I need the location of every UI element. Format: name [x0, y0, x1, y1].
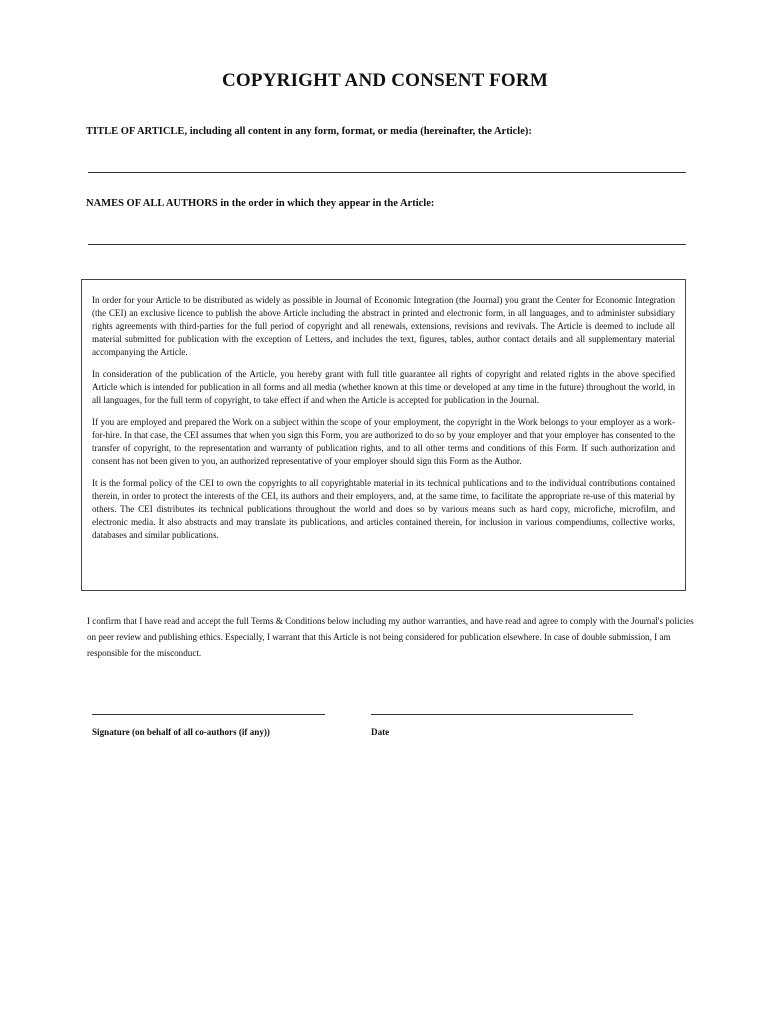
date-label: Date	[371, 727, 390, 737]
authors-label: NAMES OF ALL AUTHORS in the order in which they appear in the Article:	[86, 198, 435, 209]
form-title: COPYRIGHT AND CONSENT FORM	[222, 70, 548, 91]
terms-paragraph-employment: If you are employed and prepared the Work on a subject within the scope of your employment, the copyright in the Work belongs to your employer as a work-for-hire. In that case, the CEI assumes that when you sign this Form, you are authorized to do so by your employer and that your employer has consented to the transfer of copyright, to the representation and warranty of publication rights, and to all other terms and conditions of this Form. If such authorization and consent has not been given to you, an authorized representative of your employer should sign this Form as the Author.	[92, 417, 675, 466]
signature-label: Signature (on behalf of all co-authors (if any))	[92, 727, 270, 737]
article-title-label: TITLE OF ARTICLE, including all content in any form, format, or media (hereinafter, the Article):	[86, 126, 532, 137]
signature-field[interactable]	[92, 714, 325, 715]
terms-paragraph-policy: It is the formal policy of the CEI to own the copyrights to all copyrightable material in its technical publications and to the individual contributions contained therein, in order to protect the interests of the CEI, its authors and their employers, and, at the same time, to facilitate the appropriate re-use of this material by others. The CEI distributes its technical publications throughout the world and does so by various means such as hard copy, microfiche, microfilm, and electronic media. It also abstracts and may translate its publications, and articles contained therein, for inclusion in various compendiums, collective works, databases and similar publications.	[92, 478, 675, 540]
terms-paragraph-license: In order for your Article to be distributed as widely as possible in Journal of Economic Integration (the Journal) you grant the Center for Economic Integration (the CEI) an exclusive licence to publish the above Article including the abstract in printed and electronic form, in all languages, and to administer subsidiary rights agreements with third-parties for the full period of copyright and all renewals, extensions, revisions and revivals. The Article is deemed to include all material submitted for publication with the exception of Letters, and includes the text, figures, tables, author contact details and all supplementary material accompanying the Article.	[92, 295, 675, 357]
terms-box	[81, 279, 686, 591]
date-field[interactable]	[371, 714, 633, 715]
article-title-field[interactable]	[88, 172, 686, 173]
terms-paragraph-consideration: In consideration of the publication of the Article, you hereby grant with full title guarantee all rights of copyright and related rights in the above specified Article which is intended for publication in all forms and all media (whether known at this time or developed at any time in the future) throughout the world, in all languages, for the full term of copyright, to take effect if and when the Article is accepted for publication in the Journal.	[92, 369, 675, 405]
authors-field[interactable]	[88, 244, 686, 245]
confirmation-statement: I confirm that I have read and accept the full Terms & Conditions below including my author warranties, and have read and agree to comply with the Journal's policies on peer review and publishing ethics. Especially, I warrant that this Article is not being considered for publication elsewhere. In case of double submission, I am responsible for the misconduct.	[87, 616, 694, 658]
